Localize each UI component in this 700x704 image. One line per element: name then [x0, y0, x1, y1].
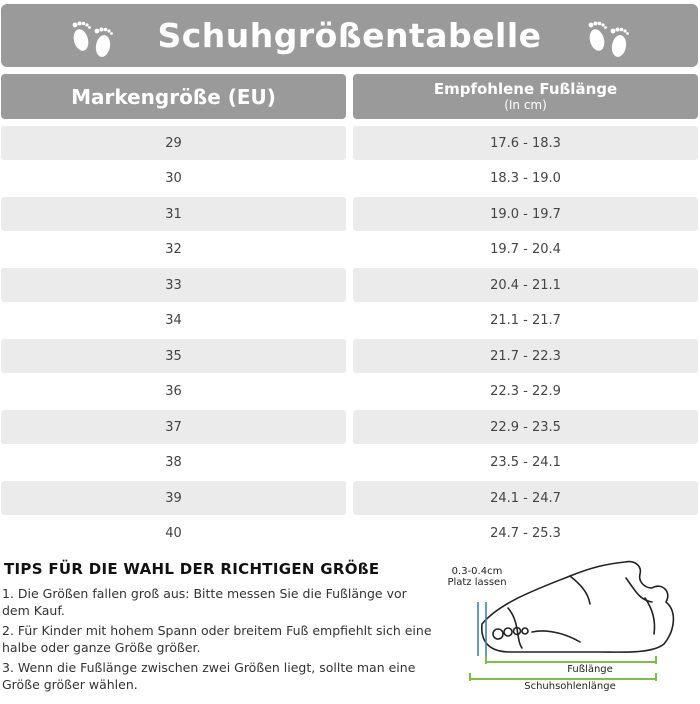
size-cell: 34 [165, 313, 182, 328]
table-row [0, 339, 700, 375]
size-cell: 38 [165, 455, 182, 470]
table-row [0, 517, 700, 553]
length-cell: 21.7 - 22.3 [353, 339, 698, 373]
column-header-length [353, 74, 698, 119]
size-cell: 37 [1, 410, 346, 444]
table-row [0, 410, 700, 446]
tips-heading: TIPS FÜR DIE WAHL DER RICHTIGEN GRÖßE [4, 560, 380, 578]
gap-label [442, 566, 512, 588]
length-cell: 19.7 - 20.4 [490, 242, 561, 257]
size-cell: 35 [1, 339, 346, 373]
column-header-length-unit: (In cm) [504, 97, 547, 112]
tip-item-1: 1. Die Größen fallen groß aus: Bitte messen Sie die Fußlänge vor dem Kauf. [2, 586, 407, 618]
length-cell: 22.9 - 23.5 [353, 410, 698, 444]
title-banner [1, 4, 698, 67]
size-cell: 31 [1, 197, 346, 231]
tip-item-3: 3. Wenn die Fußlänge zwischen zwei Größen liegt, sollte man eine Größe größer wählen. [2, 660, 416, 692]
length-cell: 18.3 - 19.0 [490, 171, 561, 186]
column-header-length-label: Empfohlene Fußlänge [433, 79, 618, 98]
table-row [0, 233, 700, 269]
table-row [0, 481, 700, 517]
length-cell: 22.3 - 22.9 [490, 384, 561, 399]
size-cell: 39 [1, 481, 346, 515]
length-cell: 23.5 - 24.1 [490, 455, 561, 470]
sole-length-label: Schuhsohlenlänge [524, 681, 616, 692]
gap-note: Platz lassen [447, 577, 507, 588]
table-row [0, 375, 700, 411]
tip-item-2: 2. Für Kinder mit hohem Spann oder breitem Fuß empfiehlt sich eine halbe oder ganze Größe größer. [2, 623, 432, 655]
table-row [0, 197, 700, 233]
shoe-measure-diagram [440, 552, 700, 700]
size-cell: 33 [1, 268, 346, 302]
footprints-icon [65, 16, 121, 62]
page-title: Schuhgrößentabelle [157, 16, 542, 55]
size-cell: 40 [165, 526, 182, 541]
column-header-size-label: Markengröße (EU) [71, 84, 276, 109]
size-cell: 30 [165, 171, 182, 186]
length-cell: 21.1 - 21.7 [490, 313, 561, 328]
column-header-size [1, 74, 346, 119]
length-cell: 20.4 - 21.1 [353, 268, 698, 302]
length-cell: 24.1 - 24.7 [353, 481, 698, 515]
size-cell: 36 [165, 384, 182, 399]
length-cell: 17.6 - 18.3 [353, 126, 698, 160]
size-cell: 32 [165, 242, 182, 257]
size-cell: 29 [1, 126, 346, 160]
gap-value: 0.3-0.4cm [451, 566, 503, 577]
table-row [0, 304, 700, 340]
table-row [0, 268, 700, 304]
length-cell: 19.0 - 19.7 [353, 197, 698, 231]
length-cell: 24.7 - 25.3 [490, 526, 561, 541]
table-row [0, 162, 700, 198]
table-row [0, 126, 700, 162]
size-table [0, 126, 700, 552]
foot-length-label: Fußlänge [567, 664, 613, 675]
table-row [0, 446, 700, 482]
footprints-icon [581, 16, 637, 62]
